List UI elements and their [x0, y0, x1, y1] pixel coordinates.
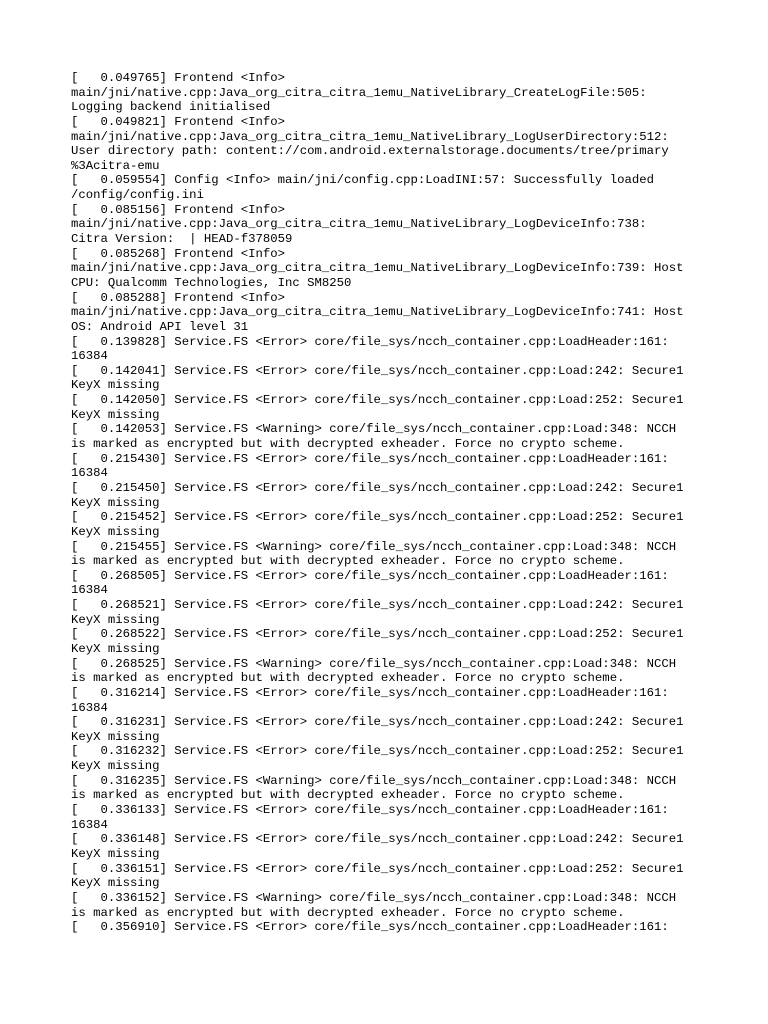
log-line: [ 0.059554] Config <Info> main/jni/config.cpp:LoadINI:57: Successfully loaded [71, 173, 654, 188]
log-line: main/jni/native.cpp:Java_org_citra_citra_1emu_NativeLibrary_CreateLogFile:505: [71, 85, 647, 100]
log-line: [ 0.142041] Service.FS <Error> core/file_sys/ncch_container.cpp:Load:242: Secure1 [71, 363, 684, 378]
log-line: [ 0.336151] Service.FS <Error> core/file_sys/ncch_container.cpp:Load:252: Secure1 [71, 861, 684, 876]
log-line: is marked as encrypted but with decrypted exheader. Force no crypto scheme. [71, 437, 625, 452]
log-line: [ 0.316231] Service.FS <Error> core/file_sys/ncch_container.cpp:Load:242: Secure1 [71, 715, 684, 730]
log-line: [ 0.316214] Service.FS <Error> core/file_sys/ncch_container.cpp:LoadHeader:161: [71, 685, 669, 700]
log-line: [ 0.336133] Service.FS <Error> core/file_sys/ncch_container.cpp:LoadHeader:161: [71, 803, 669, 818]
log-line: main/jni/native.cpp:Java_org_citra_citra_1emu_NativeLibrary_LogDeviceInfo:738: [71, 217, 647, 232]
log-line: [ 0.215430] Service.FS <Error> core/file_sys/ncch_container.cpp:LoadHeader:161: [71, 451, 669, 466]
log-line: main/jni/native.cpp:Java_org_citra_citra_1emu_NativeLibrary_LogDeviceInfo:739: Host [71, 261, 684, 276]
log-line: KeyX missing [71, 759, 160, 774]
log-line: is marked as encrypted but with decrypted exheader. Force no crypto scheme. [71, 788, 625, 803]
log-line: [ 0.085268] Frontend <Info> [71, 246, 286, 261]
log-line: [ 0.268522] Service.FS <Error> core/file_sys/ncch_container.cpp:Load:252: Secure1 [71, 627, 684, 642]
log-line: [ 0.085288] Frontend <Info> [71, 290, 286, 305]
log-line: OS: Android API level 31 [71, 319, 249, 334]
log-line: [ 0.356910] Service.FS <Error> core/file_sys/ncch_container.cpp:LoadHeader:161: [71, 920, 669, 935]
log-line: is marked as encrypted but with decrypted exheader. Force no crypto scheme. [71, 671, 625, 686]
log-line: [ 0.268505] Service.FS <Error> core/file_sys/ncch_container.cpp:LoadHeader:161: [71, 568, 669, 583]
log-line: [ 0.336148] Service.FS <Error> core/file_sys/ncch_container.cpp:Load:242: Secure1 [71, 832, 684, 847]
log-line: [ 0.215455] Service.FS <Warning> core/file_sys/ncch_container.cpp:Load:348: NCCH [71, 539, 677, 554]
log-line: KeyX missing [71, 729, 160, 744]
log-line: User directory path: content://com.android.externalstorage.documents/tree/primary [71, 144, 669, 159]
log-line: /config/config.ini [71, 188, 204, 203]
log-line: [ 0.085156] Frontend <Info> [71, 202, 286, 217]
log-line: [ 0.336152] Service.FS <Warning> core/file_sys/ncch_container.cpp:Load:348: NCCH [71, 890, 677, 905]
log-text-view [71, 71, 731, 935]
log-line: KeyX missing [71, 876, 160, 891]
log-line: [ 0.316235] Service.FS <Warning> core/file_sys/ncch_container.cpp:Load:348: NCCH [71, 773, 677, 788]
log-line: KeyX missing [71, 524, 160, 539]
log-line: [ 0.215450] Service.FS <Error> core/file_sys/ncch_container.cpp:Load:242: Secure1 [71, 480, 684, 495]
log-line: 16384 [71, 349, 108, 364]
log-line: KeyX missing [71, 407, 160, 422]
log-line: is marked as encrypted but with decrypted exheader. Force no crypto scheme. [71, 554, 625, 569]
log-line: main/jni/native.cpp:Java_org_citra_citra_1emu_NativeLibrary_LogDeviceInfo:741: Host [71, 305, 684, 320]
log-line: [ 0.142053] Service.FS <Warning> core/file_sys/ncch_container.cpp:Load:348: NCCH [71, 422, 677, 437]
log-line: KeyX missing [71, 378, 160, 393]
log-line: [ 0.049765] Frontend <Info> [71, 71, 286, 85]
log-line: [ 0.049821] Frontend <Info> [71, 114, 286, 129]
log-line: 16384 [71, 583, 108, 598]
log-line: 16384 [71, 817, 108, 832]
log-line: is marked as encrypted but with decrypted exheader. Force no crypto scheme. [71, 905, 625, 920]
log-line: [ 0.215452] Service.FS <Error> core/file_sys/ncch_container.cpp:Load:252: Secure1 [71, 510, 684, 525]
log-line: KeyX missing [71, 846, 160, 861]
log-line: KeyX missing [71, 495, 160, 510]
log-line: Citra Version: | HEAD-f378059 [71, 232, 293, 247]
log-line: [ 0.316232] Service.FS <Error> core/file_sys/ncch_container.cpp:Load:252: Secure1 [71, 744, 684, 759]
log-line: [ 0.268521] Service.FS <Error> core/file_sys/ncch_container.cpp:Load:242: Secure1 [71, 598, 684, 613]
log-line: 16384 [71, 700, 108, 715]
log-line: Logging backend initialised [71, 100, 271, 115]
log-line: KeyX missing [71, 641, 160, 656]
log-line: 16384 [71, 466, 108, 481]
log-line: [ 0.142050] Service.FS <Error> core/file_sys/ncch_container.cpp:Load:252: Secure1 [71, 393, 684, 408]
log-line: CPU: Qualcomm Technologies, Inc SM8250 [71, 275, 352, 290]
log-line: KeyX missing [71, 612, 160, 627]
log-line: main/jni/native.cpp:Java_org_citra_citra_1emu_NativeLibrary_LogUserDirectory:512: [71, 129, 669, 144]
log-line: %3Acitra-emu [71, 158, 160, 173]
log-line: [ 0.268525] Service.FS <Warning> core/file_sys/ncch_container.cpp:Load:348: NCCH [71, 656, 677, 671]
log-line: [ 0.139828] Service.FS <Error> core/file_sys/ncch_container.cpp:LoadHeader:161: [71, 334, 669, 349]
